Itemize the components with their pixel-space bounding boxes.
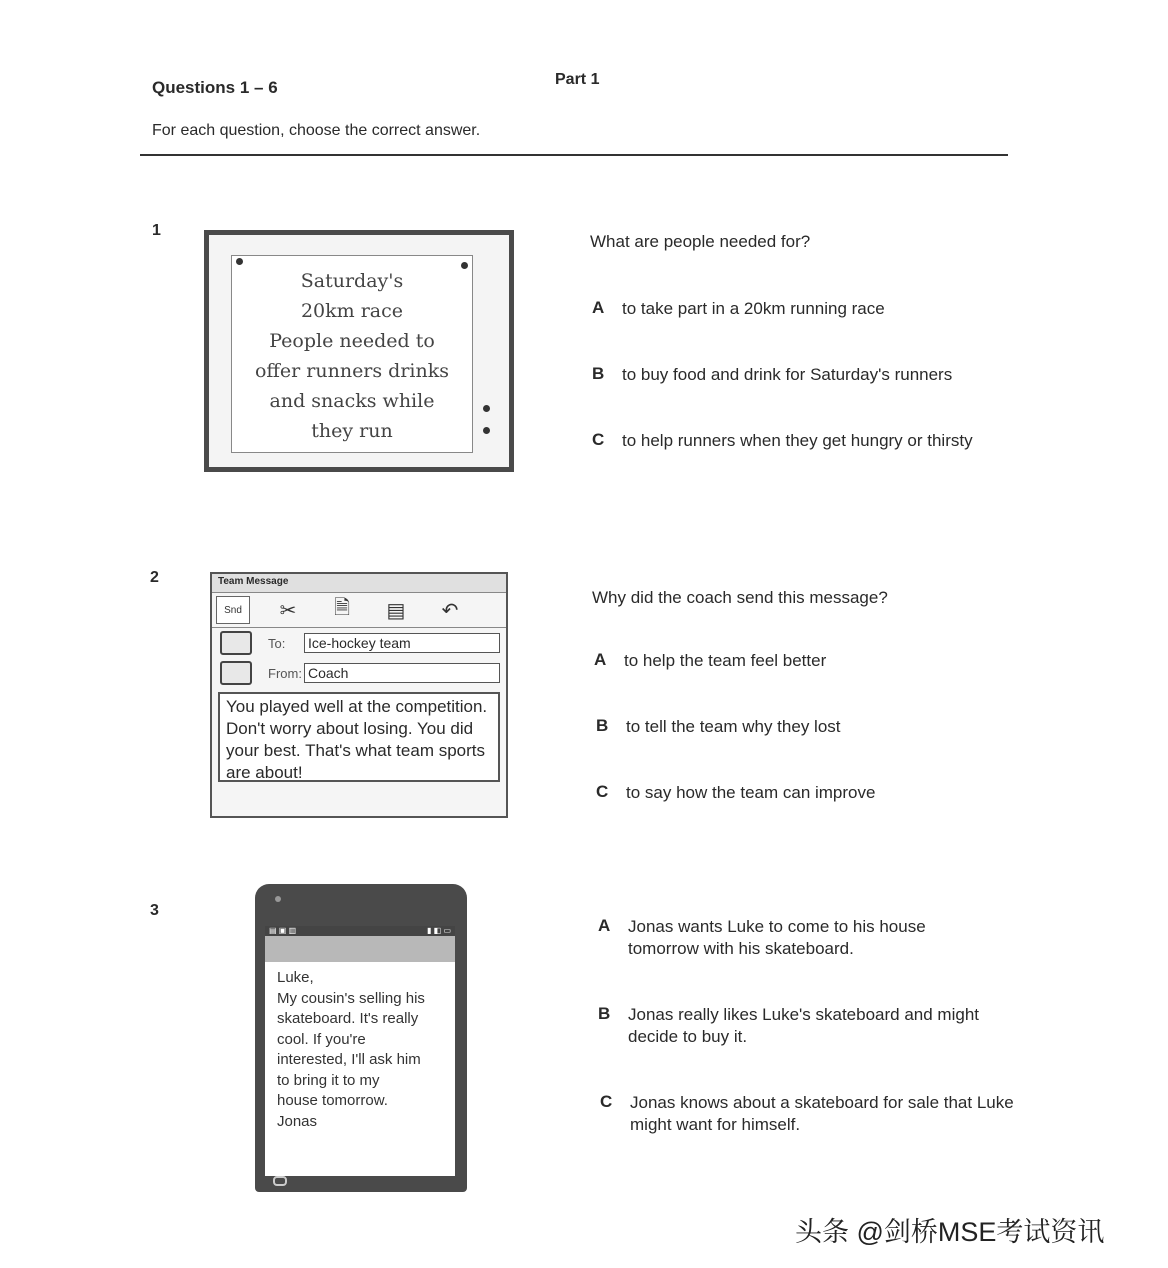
undo-icon: ↶ bbox=[441, 599, 459, 622]
pin-icon bbox=[483, 405, 490, 412]
from-row bbox=[212, 658, 506, 688]
option-letter: B bbox=[592, 364, 605, 383]
option-text: Jonas wants Luke to come to his house tomorrow with his skateboard. bbox=[628, 917, 926, 958]
question-2-number: 2 bbox=[150, 569, 159, 586]
message-line: skateboard. It's really bbox=[277, 1010, 419, 1027]
question-3-option-a[interactable] bbox=[598, 916, 998, 960]
option-letter: C bbox=[596, 782, 609, 801]
message-window bbox=[210, 572, 508, 818]
phone-screen bbox=[265, 926, 455, 1176]
option-text: Jonas knows about a skateboard for sale that Luke might want for himself. bbox=[630, 1093, 1014, 1134]
question-3-option-c[interactable] bbox=[600, 1092, 1030, 1136]
scissors-icon: ✂ bbox=[279, 599, 297, 622]
message-line: Jonas bbox=[277, 1112, 318, 1130]
message-line: interested, I'll ask him bbox=[277, 1051, 421, 1068]
message-line: Luke, bbox=[277, 969, 314, 986]
notice-line: and snacks while bbox=[269, 390, 435, 412]
instruction-text: For each question, choose the correct answer. bbox=[152, 122, 481, 139]
notice-line: 20km race bbox=[300, 300, 404, 322]
message-line: to bring it to my bbox=[277, 1071, 380, 1089]
window-title: Team Message bbox=[212, 574, 506, 593]
option-text: to help runners when they get hungry or thirsty bbox=[622, 431, 973, 450]
question-1-option-b[interactable] bbox=[592, 364, 1012, 386]
option-text: Jonas really likes Luke's skateboard and might decide to buy it. bbox=[628, 1005, 979, 1046]
send-icon: Snd bbox=[216, 596, 250, 624]
phone-camera bbox=[275, 896, 281, 902]
option-letter: A bbox=[594, 650, 607, 669]
option-text: to help the team feel better bbox=[624, 651, 827, 670]
notice-line: Saturday's bbox=[300, 270, 404, 292]
to-label: To: bbox=[268, 635, 286, 651]
phone bbox=[255, 884, 467, 1192]
question-3-option-b[interactable] bbox=[598, 1004, 1028, 1048]
to-row bbox=[212, 628, 506, 658]
message-body: You played well at the competition. Don't worry about losing. You did your best. That's what team sports are about! bbox=[218, 692, 500, 782]
message-line: My cousin's selling his bbox=[277, 989, 425, 1007]
notice-line: they run bbox=[311, 420, 393, 442]
option-letter: A bbox=[592, 298, 605, 317]
option-letter: C bbox=[592, 430, 605, 449]
question-2-option-b[interactable] bbox=[596, 716, 1016, 738]
option-letter: B bbox=[598, 1004, 611, 1023]
option-text: to take part in a 20km running race bbox=[622, 299, 885, 318]
header-divider bbox=[140, 154, 1008, 156]
message-line: house tomorrow. bbox=[277, 1092, 388, 1109]
watermark-text: 头条 @剑桥MSE考试资讯 bbox=[795, 1217, 1105, 1247]
phone-message bbox=[265, 962, 455, 1138]
from-label: From: bbox=[268, 665, 302, 681]
option-text: to tell the team why they lost bbox=[626, 717, 841, 736]
question-1-text: What are people needed for? bbox=[590, 232, 811, 251]
home-button bbox=[273, 1176, 287, 1186]
notice-text bbox=[232, 256, 472, 446]
to-field: Ice-hockey team bbox=[304, 633, 500, 653]
questions-range-heading: Questions 1 – 6 bbox=[152, 78, 278, 97]
question-1-option-c[interactable] bbox=[592, 430, 982, 452]
question-2-text: Why did the coach send this message? bbox=[592, 588, 888, 607]
message-toolbar bbox=[212, 593, 506, 628]
question-2-option-c[interactable] bbox=[596, 782, 1016, 804]
paste-icon: ▤ bbox=[386, 599, 406, 622]
question-1-option-a[interactable] bbox=[592, 298, 1012, 320]
notice-board bbox=[204, 230, 514, 472]
pin-icon bbox=[461, 262, 468, 269]
option-text: to buy food and drink for Saturday's runners bbox=[622, 365, 953, 384]
question-2-option-a[interactable] bbox=[594, 650, 1014, 672]
address-book-icon bbox=[220, 661, 252, 685]
address-book-icon bbox=[220, 631, 252, 655]
part-heading: Part 1 bbox=[555, 71, 600, 88]
document-icon: 🗎 bbox=[333, 597, 351, 619]
phone-status-bar: ▤ ▣ ▥ ▮ ◧ ▭ bbox=[265, 926, 455, 936]
notice-paper bbox=[231, 255, 473, 453]
option-text: to say how the team can improve bbox=[626, 783, 876, 802]
pin-icon bbox=[236, 258, 243, 265]
option-letter: C bbox=[600, 1092, 613, 1111]
notice-line: People needed to bbox=[269, 330, 435, 352]
option-letter: A bbox=[598, 916, 611, 935]
pin-icon bbox=[483, 427, 490, 434]
from-field: Coach bbox=[304, 663, 500, 683]
notice-line: offer runners drinks bbox=[254, 360, 450, 382]
question-1-number: 1 bbox=[152, 222, 161, 239]
phone-app-bar bbox=[265, 936, 455, 962]
option-letter: B bbox=[596, 716, 609, 735]
message-line: cool. If you're bbox=[277, 1030, 366, 1048]
question-3-number: 3 bbox=[150, 902, 159, 919]
